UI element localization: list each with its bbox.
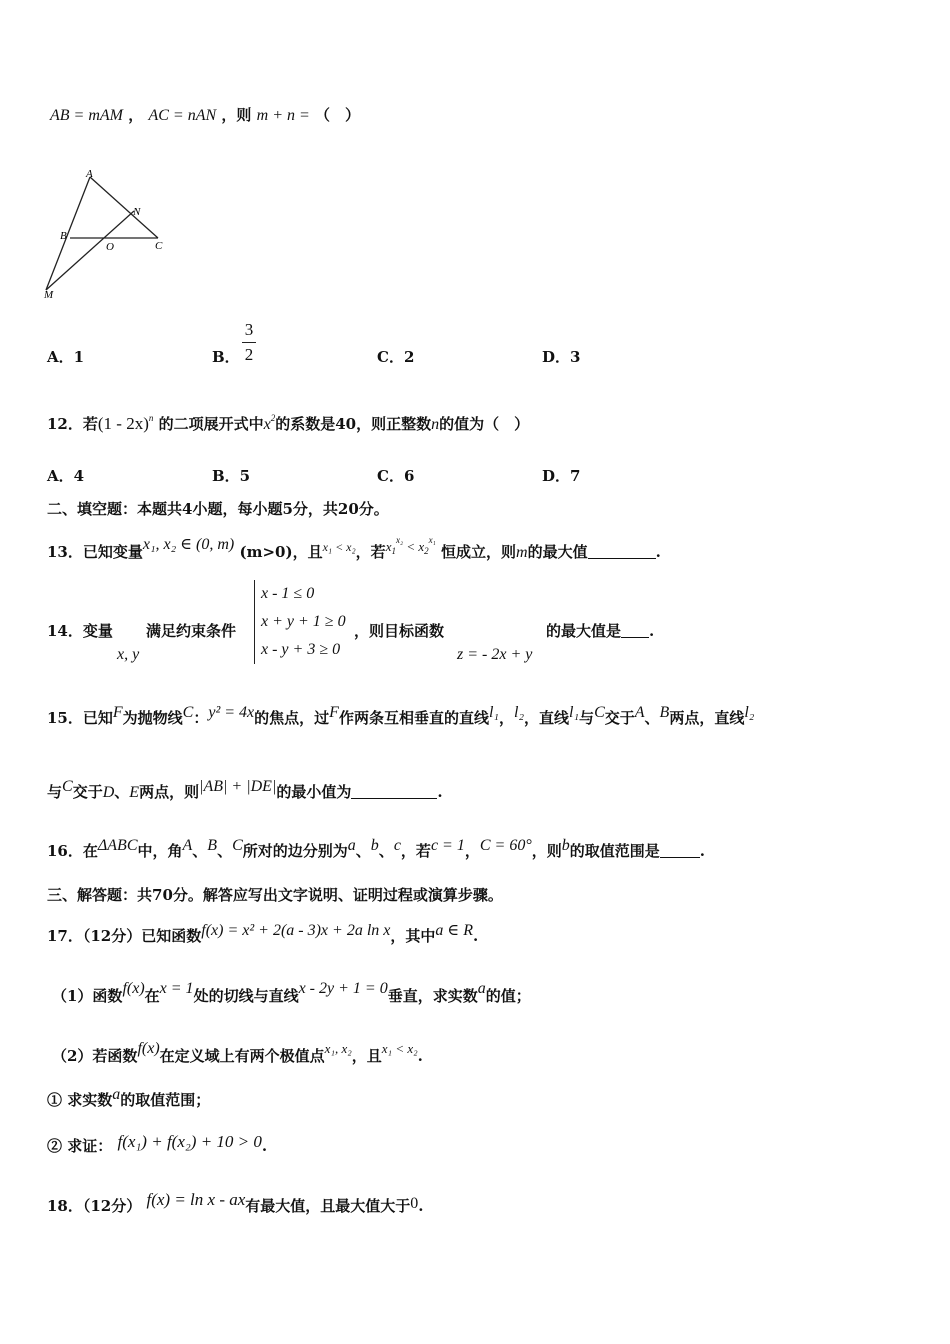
- option-d[interactable]: D．3: [542, 348, 581, 366]
- q13-text3: 恒成立，则: [441, 543, 517, 561]
- var-E: E: [129, 784, 140, 801]
- q16-text3: ，若: [400, 842, 431, 860]
- q14-text2: ，则目标函数: [354, 622, 445, 640]
- proof-expr: f(x₁) + f(x₂) + 10 > 0: [117, 1132, 262, 1151]
- q17-sub1: [47, 1086, 210, 1110]
- q17-sub2: [47, 1132, 267, 1156]
- q14-target: z = - 2x + y: [457, 646, 533, 663]
- constraint-3: x - y + 3 ≥ 0: [261, 641, 341, 658]
- sub1-text1: 的取值范围；: [120, 1091, 211, 1109]
- q16-number: 16．在: [47, 842, 98, 860]
- part2-text1: 在定义域上有两个极值点: [159, 1047, 325, 1065]
- q13-text2: ，若: [355, 543, 386, 561]
- label-n: N: [133, 206, 141, 218]
- text-then: ，则: [221, 106, 252, 124]
- fraction-numerator: 3: [244, 320, 254, 339]
- fraction-bar: [242, 342, 256, 343]
- label-a: A: [86, 168, 93, 180]
- q12-option-a[interactable]: A．4: [47, 467, 85, 485]
- function-def: f(x) = ln x - ax: [146, 1190, 246, 1209]
- var-C: C: [232, 837, 243, 854]
- triangle-abc: ΔABC: [97, 837, 138, 854]
- section-heading-fill-in: 二、填空题：本题共4小题，每小题5分，共20分。: [47, 500, 389, 518]
- sep: 、: [114, 783, 130, 801]
- option-b-label: B．: [212, 348, 240, 366]
- question-17: [47, 920, 478, 946]
- cond-c: c = 1: [430, 837, 465, 854]
- var-B: B: [207, 837, 218, 854]
- part1-label: （1）函数: [52, 987, 123, 1005]
- var-l1: l₁: [488, 704, 499, 721]
- var-C: C: [594, 704, 605, 721]
- domain: a ∈ R: [435, 922, 474, 939]
- question-11-stem: [50, 104, 360, 125]
- var-C: C: [62, 778, 73, 795]
- var-c: c: [393, 837, 401, 854]
- q14-vars: x, y: [117, 646, 140, 663]
- sub2-label: ② 求证：: [47, 1137, 113, 1155]
- ineq2-left: x: [385, 539, 392, 554]
- q12-text3: 的值为（ ）: [439, 415, 530, 433]
- var-D: D: [102, 784, 115, 801]
- q12-option-d[interactable]: D．7: [542, 467, 581, 485]
- var-b: b: [561, 837, 570, 854]
- q12-option-c[interactable]: C．6: [377, 467, 415, 485]
- q15-l2-text4: 的最小值为: [276, 783, 352, 801]
- colon: ：: [193, 709, 209, 727]
- q13-cond: (m>0)，且: [239, 543, 323, 561]
- part1-text4: 的值；: [485, 987, 531, 1005]
- q13-text4: 的最大值: [527, 543, 588, 561]
- q18-number: 18．（12分）: [47, 1197, 142, 1215]
- q15-text4: ，直线: [524, 709, 570, 727]
- ineq2-right: < x: [406, 539, 425, 554]
- q12-text2: 的系数是40，则正整数: [275, 415, 432, 433]
- q15-text7: 两点，直线: [669, 709, 745, 727]
- part2-label: （2）若函数: [52, 1047, 138, 1065]
- question-15-line1: [47, 704, 754, 728]
- vector-eq-ab: AB = mAM: [50, 107, 123, 124]
- x-base: x: [263, 416, 271, 433]
- period: .: [473, 927, 479, 945]
- q12-text1: 的二项展开式中: [158, 415, 264, 433]
- period: .: [699, 842, 705, 860]
- q15-text5: 与: [579, 709, 595, 727]
- sub1-label: ① 求实数: [47, 1091, 113, 1109]
- label-b: B: [60, 230, 67, 242]
- vector-eq-ac: AC = nAN: [148, 107, 217, 124]
- q16-text5: 的取值范围是: [569, 842, 660, 860]
- period: .: [649, 622, 655, 640]
- question-15-line2: [47, 778, 443, 802]
- var-a: a: [477, 980, 486, 997]
- q16-text1: 中，角: [137, 842, 183, 860]
- q14-number: 14．变量: [47, 622, 113, 640]
- option-b[interactable]: [212, 346, 240, 367]
- option-c[interactable]: C．2: [377, 348, 415, 366]
- part1-text2: 处的切线与直线: [193, 987, 299, 1005]
- q15-text3: 作两条互相垂直的直线: [338, 709, 489, 727]
- var-n: n: [431, 416, 440, 433]
- var-A: A: [634, 704, 645, 721]
- question-12: [47, 413, 529, 434]
- question-18: [47, 1190, 424, 1216]
- sep: 、: [378, 842, 394, 860]
- q18-text1: 有最大值，且最大值大于: [245, 1197, 411, 1215]
- function-def: f(x) = x² + 2(a - 3)x + 2a ln x: [201, 922, 391, 939]
- label-c: C: [155, 240, 163, 252]
- var-b: b: [370, 837, 379, 854]
- part1-text3: 垂直，求实数: [387, 987, 478, 1005]
- q13-number: 13．已知变量: [47, 543, 143, 561]
- q12-option-b[interactable]: B．5: [212, 467, 251, 485]
- q15-text6: 交于: [604, 709, 635, 727]
- section-heading-solutions: 三、解答题：共70分。解答应写出文字说明、证明过程或演算步骤。: [47, 886, 503, 904]
- var-B: B: [659, 704, 670, 721]
- q14-text3: 的最大值是: [546, 622, 622, 640]
- period: .: [417, 1047, 423, 1065]
- label-o: O: [106, 241, 114, 253]
- point: x = 1: [159, 980, 194, 997]
- fx: f(x): [137, 1040, 160, 1057]
- q13-ineq1: x₁ < x₂: [322, 540, 356, 554]
- var-l2: l₂: [744, 704, 755, 721]
- var-C: C: [182, 704, 194, 721]
- q16-text2: 所对的边分别为: [242, 842, 348, 860]
- q13-ineq2: $x_1^{x_2} < x_2^{x_1}$: [385, 535, 436, 556]
- fraction-three-halves: [242, 320, 256, 365]
- comma: ，: [498, 709, 514, 727]
- q17-number: 17．（12分）已知函数: [47, 927, 202, 945]
- sep: 、: [192, 842, 208, 860]
- q15-text1: 为抛物线: [122, 709, 183, 727]
- answer-blank[interactable]: [660, 843, 700, 858]
- binomial-expr: [98, 414, 153, 433]
- constraint-2: x + y + 1 ≥ 0: [261, 613, 346, 630]
- sum-expr: m + n =: [256, 107, 310, 124]
- q16-text4: ，则: [531, 842, 562, 860]
- q15-l2-text3: 两点，则: [139, 783, 200, 801]
- var-F: F: [112, 704, 123, 721]
- line-eq: x - 2y + 1 = 0: [298, 980, 388, 997]
- binomial-exponent: n: [148, 413, 154, 423]
- var-a: a: [347, 837, 356, 854]
- answer-blank[interactable]: [351, 784, 437, 799]
- question-16: [47, 837, 705, 861]
- var-a: a: [112, 1086, 121, 1103]
- q17-part2: [52, 1040, 423, 1066]
- x-exponent: 2: [270, 413, 276, 423]
- answer-paren: （ ）: [315, 106, 361, 124]
- option-a[interactable]: A．1: [47, 348, 85, 366]
- q15-text2: 的焦点，过: [254, 709, 330, 727]
- answer-blank[interactable]: [621, 623, 649, 638]
- fraction-denominator: 2: [244, 345, 254, 364]
- q15-number: 15．已知: [47, 709, 113, 727]
- x-squared: [263, 413, 276, 433]
- q14-tail: [546, 620, 654, 641]
- sep: 、: [217, 842, 233, 860]
- fx: f(x): [122, 980, 145, 997]
- part1-text1: 在: [144, 987, 160, 1005]
- var-F: F: [329, 704, 339, 721]
- punct: ，: [128, 106, 144, 124]
- triangle-figure: [40, 165, 180, 305]
- abs-sum-expr: |AB| + |DE|: [199, 778, 277, 795]
- period: .: [655, 543, 661, 561]
- q14-text1: 满足约束条件: [146, 622, 237, 640]
- extreme-points: x₁, x₂: [324, 1041, 352, 1056]
- var-l1: l₁: [569, 704, 580, 721]
- constraint-1: x - 1 ≤ 0: [261, 585, 315, 602]
- question-14: [47, 620, 113, 641]
- q15-l2-text2: 交于: [72, 783, 103, 801]
- q13-set: x₁, x₂ ∈ (0, m): [142, 536, 235, 553]
- comma: ，: [464, 842, 480, 860]
- q12-number: 12．若: [47, 415, 98, 433]
- sep: 、: [644, 709, 660, 727]
- question-13: [47, 534, 661, 562]
- var-A: A: [182, 837, 193, 854]
- label-m: M: [44, 289, 54, 301]
- var-l2: l₂: [514, 704, 525, 721]
- q17-text1: ，其中: [390, 927, 436, 945]
- q17-part1: [52, 980, 531, 1006]
- parabola-eq: y² = 4x: [208, 704, 255, 721]
- period: .: [418, 1197, 424, 1215]
- part2-text2: ，且: [351, 1047, 382, 1065]
- q15-l2-text1: 与: [47, 783, 63, 801]
- period: .: [437, 783, 443, 801]
- zero: 0: [410, 1195, 419, 1212]
- var-m: m: [516, 544, 528, 561]
- cond-angle: C = 60°: [479, 837, 532, 854]
- ineq: x₁ < x₂: [381, 1041, 418, 1056]
- constraint-system: [254, 580, 346, 664]
- sep: 、: [355, 842, 371, 860]
- binomial-base: (1 - 2x): [97, 414, 149, 433]
- answer-blank[interactable]: [588, 544, 656, 559]
- period: .: [261, 1137, 268, 1155]
